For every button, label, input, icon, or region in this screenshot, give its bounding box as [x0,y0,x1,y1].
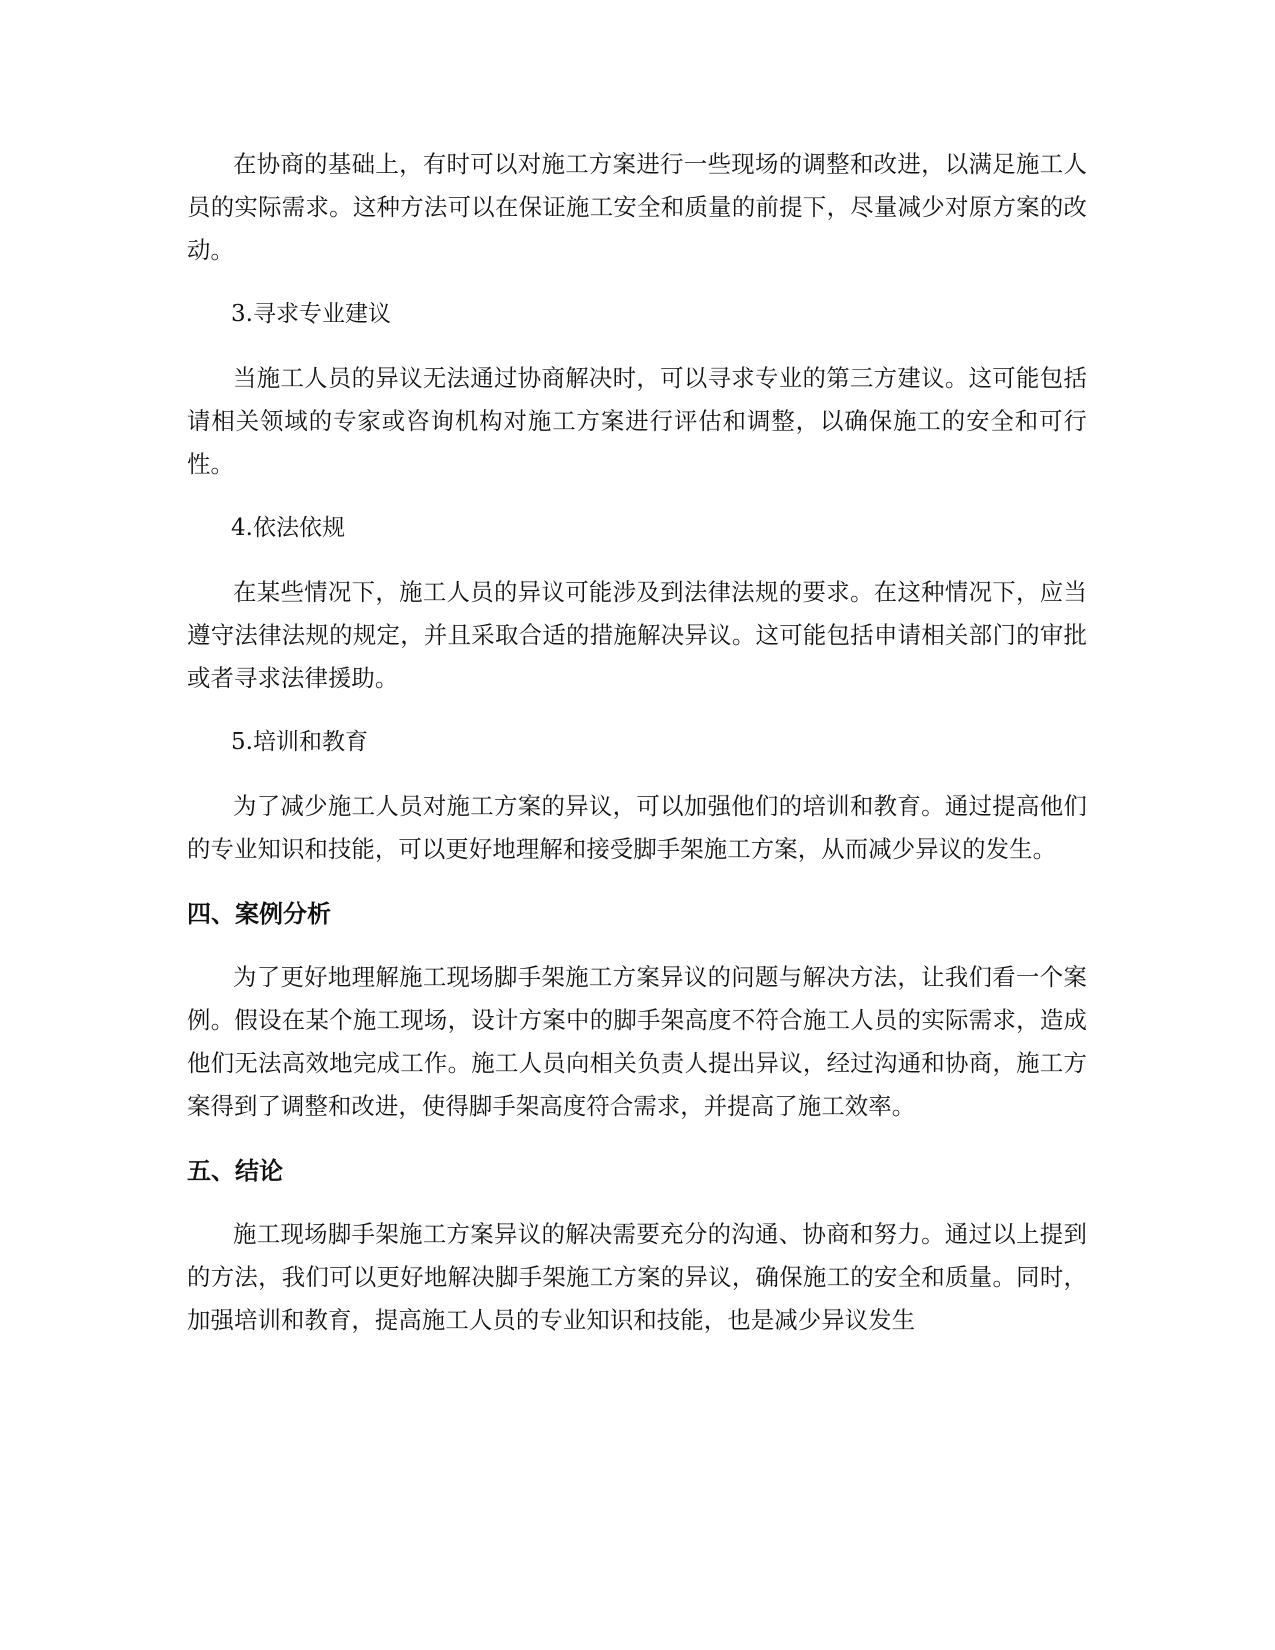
list-item-training: 5.培训和教育 [231,729,368,755]
section-heading-conclusion: 五、结论 [187,1157,283,1185]
paragraph-training: 为了减少施工人员对施工方案的异议，可以加强他们的培训和教育。通过提高他们的专业知识和技能，可以更好地理解和接受脚手架施工方案，从而减少异议的发生。 [187,792,1087,863]
paragraph-case-study: 为了更好地理解施工现场脚手架施工方案异议的问题与解决方法，让我们看一个案例。假设在某个施工现场，设计方案中的脚手架高度不符合施工人员的实际需求，造成他们无法高效地完成工作。施工人员向相关负责人提出异议，经过沟通和协商，施工方案得到了调整和改进，使得脚手架高度符合需求，并提高了施工效率。 [187,963,1087,1120]
document-page [187,143,1087,1342]
section-heading-case-study: 四、案例分析 [187,900,331,928]
paragraph-conclusion: 施工现场脚手架施工方案异议的解决需要充分的沟通、协商和努力。通过以上提到的方法，我们可以更好地解决脚手架施工方案的异议，确保施工的安全和质量。同时，加强培训和教育，提高施工人员的专业知识和技能，也是减少异议发生 [187,1220,1087,1334]
list-item-professional-advice: 3.寻求专业建议 [231,301,391,327]
list-item-legal-compliance: 4.依法依规 [231,515,345,541]
paragraph-legal-compliance: 在某些情况下，施工人员的异议可能涉及到法律法规的要求。在这种情况下，应当遵守法律法规的规定，并且采取合适的措施解决异议。这可能包括申请相关部门的审批或者寻求法律援助。 [187,578,1087,692]
paragraph-professional-advice: 当施工人员的异议无法通过协商解决时，可以寻求专业的第三方建议。这可能包括请相关领域的专家或咨询机构对施工方案进行评估和调整，以确保施工的安全和可行性。 [187,364,1087,478]
paragraph-site-adjustment: 在协商的基础上，有时可以对施工方案进行一些现场的调整和改进，以满足施工人员的实际需求。这种方法可以在保证施工安全和质量的前提下，尽量减少对原方案的改动。 [187,150,1087,264]
